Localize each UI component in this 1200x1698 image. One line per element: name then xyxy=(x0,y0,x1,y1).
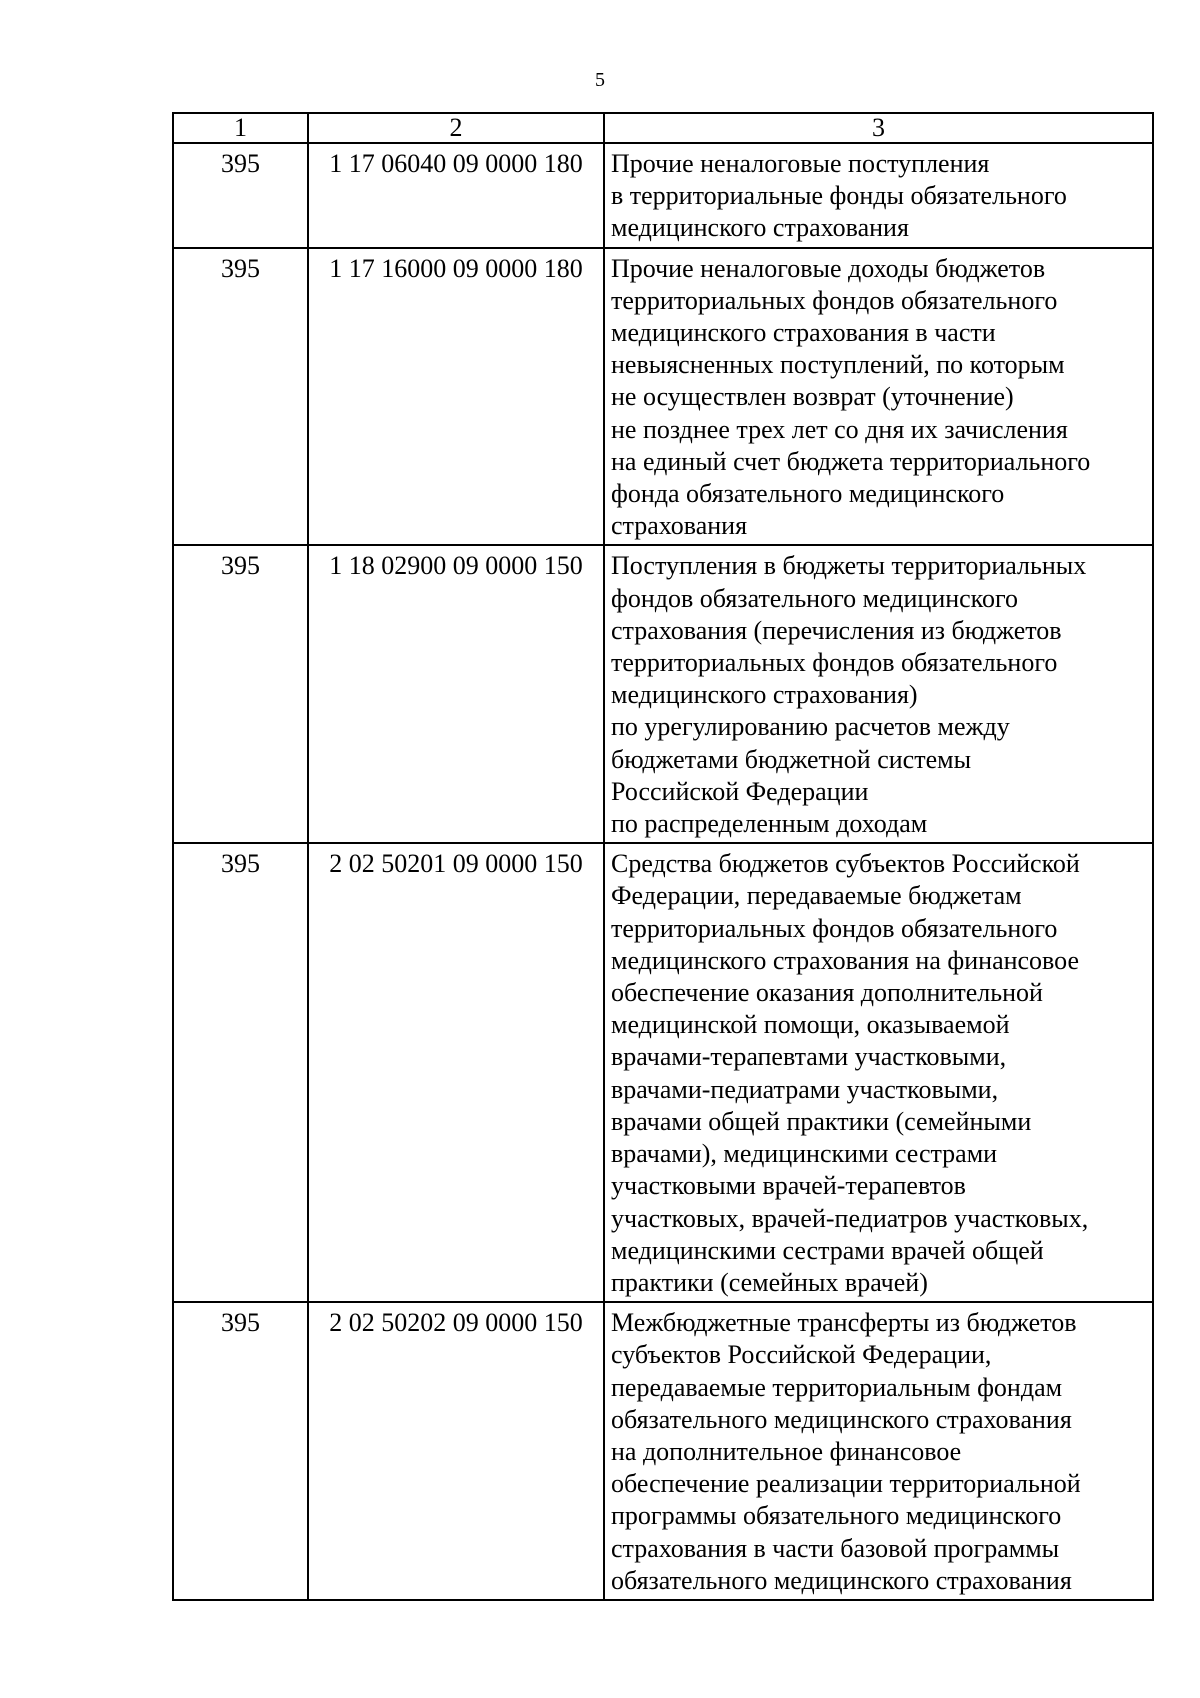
description-line: Межбюджетные трансферты из бюджетов xyxy=(611,1308,1077,1338)
description-line: не осуществлен возврат (уточнение) xyxy=(611,382,1014,412)
page-number: 5 xyxy=(595,69,605,91)
description-line: медицинского страхования) xyxy=(611,680,918,710)
description-line: врачами-терапевтами участковыми, xyxy=(611,1042,1007,1072)
description-line: фонда обязательного медицинского xyxy=(611,479,1005,509)
table-row xyxy=(173,843,1153,1302)
description-line: страхования в части базовой программы xyxy=(611,1533,1060,1563)
description-line: врачами общей практики (семейными xyxy=(611,1106,1032,1136)
description-line: медицинского страхования на финансовое xyxy=(611,945,1080,975)
description-line: не позднее трех лет со дня их зачисления xyxy=(611,414,1068,444)
table-row xyxy=(173,1302,1153,1600)
description-line: программы обязательного медицинского xyxy=(611,1501,1062,1531)
description-line: Поступления в бюджеты территориальных xyxy=(611,551,1087,581)
description-line: обеспечение оказания дополнительной xyxy=(611,978,1043,1008)
budget-codes-table xyxy=(172,112,1154,1601)
description-line: невыясненных поступлений, по которым xyxy=(611,350,1065,380)
header-col-3: 3 xyxy=(604,113,1153,143)
description-line: территориальных фондов обязательного xyxy=(611,285,1058,315)
description-line: медицинскими сестрами врачей общей xyxy=(611,1235,1044,1265)
description-line: на единый счет бюджета территориального xyxy=(611,446,1091,476)
description-line: Федерации, передаваемые бюджетам xyxy=(611,881,1022,911)
description-line: обязательного медицинского страхования xyxy=(611,1565,1072,1595)
description-line: медицинского страхования xyxy=(611,213,909,243)
description-line: территориальных фондов обязательного xyxy=(611,648,1058,678)
description-line: по распределенным доходам xyxy=(611,809,928,839)
budget-classification-code-cell: 1 17 16000 09 0000 180 xyxy=(308,248,604,546)
admin-code-cell: 395 xyxy=(173,248,308,546)
description-line: бюджетами бюджетной системы xyxy=(611,744,972,774)
description-line: участковыми врачей-терапевтов xyxy=(611,1171,966,1201)
table-row xyxy=(173,545,1153,843)
admin-code-cell: 395 xyxy=(173,843,308,1302)
description-line: страхования xyxy=(611,511,748,541)
description-line: по урегулированию расчетов между xyxy=(611,712,1010,742)
description-line: обеспечение реализации территориальной xyxy=(611,1469,1081,1499)
description-line: Средства бюджетов субъектов Российской xyxy=(611,849,1080,879)
description-line: страхования (перечисления из бюджетов xyxy=(611,615,1062,645)
table-row xyxy=(173,143,1153,248)
header-col-1: 1 xyxy=(173,113,308,143)
table-header-row xyxy=(173,113,1153,143)
description-line: практики (семейных врачей) xyxy=(611,1267,928,1297)
admin-code-cell: 395 xyxy=(173,143,308,248)
description-line: территориальных фондов обязательного xyxy=(611,913,1058,943)
budget-classification-code-cell: 1 17 06040 09 0000 180 xyxy=(308,143,604,248)
description-line: врачами-педиатрами участковыми, xyxy=(611,1074,999,1104)
description-line: передаваемые территориальным фондам xyxy=(611,1372,1063,1402)
income-description-cell xyxy=(604,843,1153,1302)
income-description-cell xyxy=(604,545,1153,843)
header-col-2: 2 xyxy=(308,113,604,143)
description-line: врачами), медицинскими сестрами xyxy=(611,1139,998,1169)
budget-classification-code-cell: 1 18 02900 09 0000 150 xyxy=(308,545,604,843)
admin-code-cell: 395 xyxy=(173,1302,308,1600)
table-row xyxy=(173,248,1153,546)
description-line: медицинской помощи, оказываемой xyxy=(611,1010,1010,1040)
budget-classification-code-cell: 2 02 50201 09 0000 150 xyxy=(308,843,604,1302)
description-line: фондов обязательного медицинского xyxy=(611,583,1019,613)
admin-code-cell: 395 xyxy=(173,545,308,843)
description-line: на дополнительное финансовое xyxy=(611,1436,962,1466)
income-description-cell xyxy=(604,248,1153,546)
description-line: субъектов Российской Федерации, xyxy=(611,1340,992,1370)
income-description-cell xyxy=(604,143,1153,248)
description-line: медицинского страхования в части xyxy=(611,318,996,348)
income-description-cell xyxy=(604,1302,1153,1600)
table-body xyxy=(173,143,1153,1600)
description-line: в территориальные фонды обязательного xyxy=(611,181,1067,211)
budget-classification-code-cell: 2 02 50202 09 0000 150 xyxy=(308,1302,604,1600)
description-line: участковых, врачей-педиатров участковых, xyxy=(611,1203,1089,1233)
description-line: обязательного медицинского страхования xyxy=(611,1404,1072,1434)
description-line: Прочие неналоговые поступления xyxy=(611,149,990,178)
description-line: Прочие неналоговые доходы бюджетов xyxy=(611,253,1046,283)
description-line: Российской Федерации xyxy=(611,776,869,806)
